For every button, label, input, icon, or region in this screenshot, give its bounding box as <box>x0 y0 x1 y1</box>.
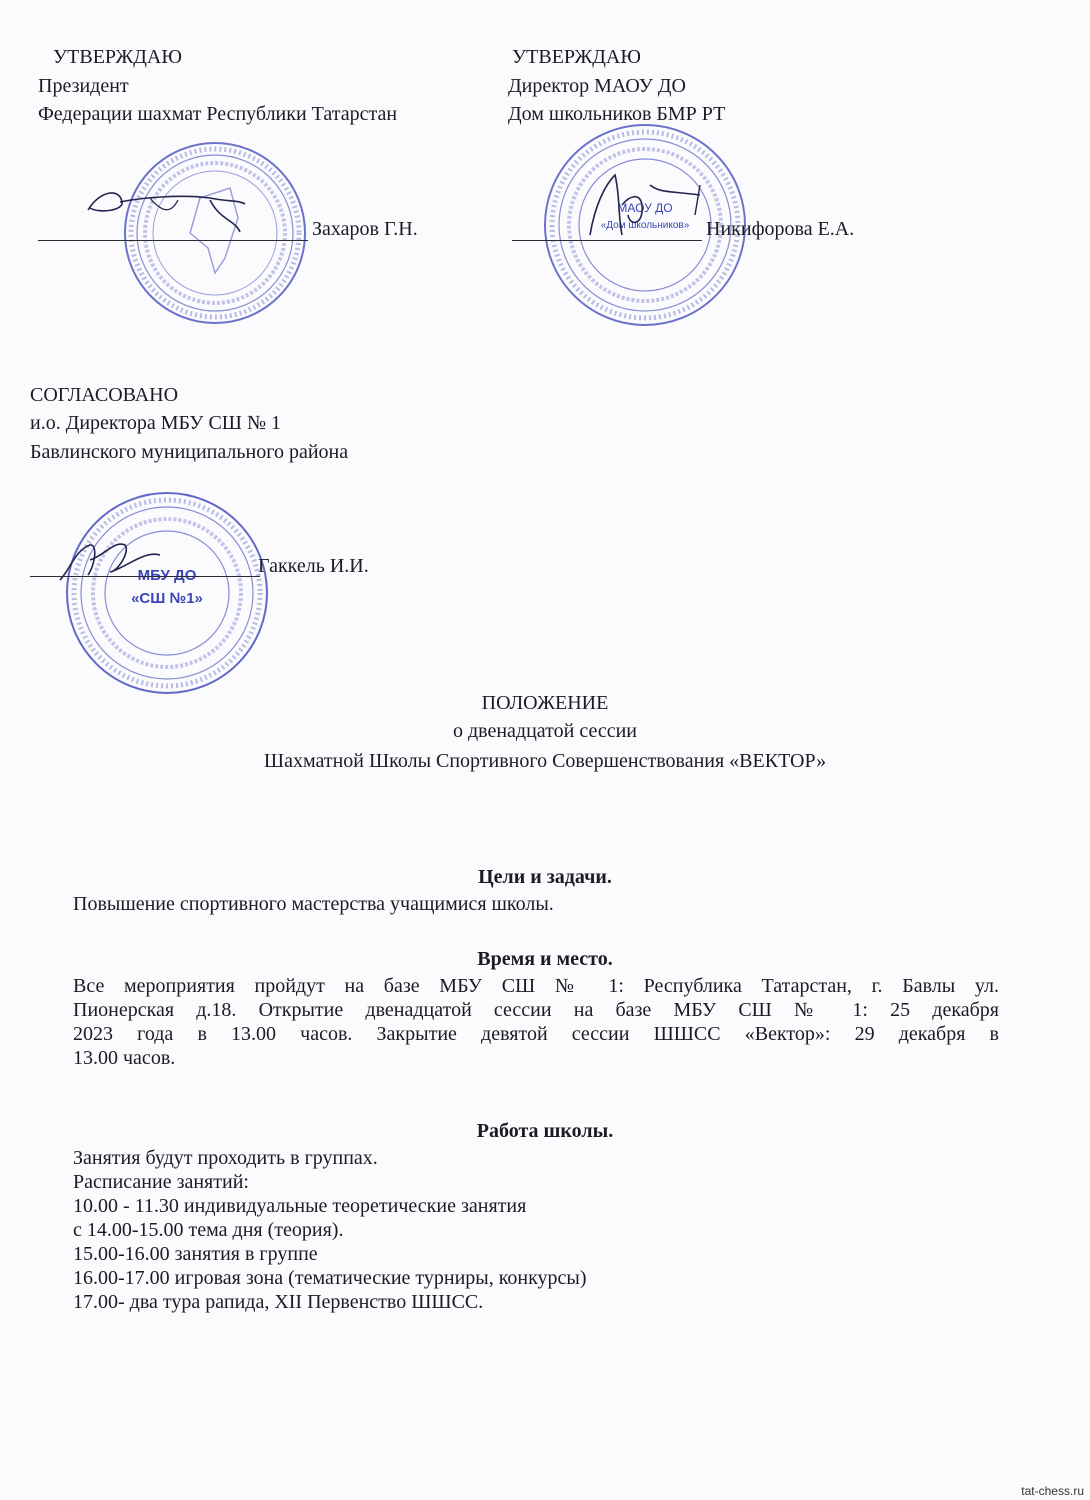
agreed-position: и.о. Директора МБУ СШ № 1 <box>30 412 282 434</box>
doc-subtitle: о двенадцатой сессии <box>452 720 638 742</box>
approve-right-heading: УТВЕРЖДАЮ <box>512 46 641 68</box>
schedule-line: 10.00 - 11.30 индивидуальные теоретические занятия <box>73 1195 527 1217</box>
goals-heading: Цели и задачи. <box>478 866 612 888</box>
approve-left-org: Федерации шахмат Республики Татарстан <box>38 103 398 125</box>
agreed-org: Бавлинского муниципального района <box>30 441 349 463</box>
approve-left-signer: Захаров Г.Н. <box>312 218 418 240</box>
schedule-line: с 14.00-15.00 тема дня (теория). <box>73 1219 344 1241</box>
time-place-line: 13.00 часов. <box>73 1047 176 1069</box>
approve-right-position: Директор МАОУ ДО <box>508 75 686 97</box>
goals-text: Повышение спортивного мастерства учащимися школы. <box>73 893 554 915</box>
work-heading: Работа школы. <box>476 1120 614 1142</box>
schedule-line: 15.00-16.00 занятия в группе <box>73 1243 318 1265</box>
agreed-stamp-line1: МБУ ДО <box>137 567 197 584</box>
approve-left-heading: УТВЕРЖДАЮ <box>53 46 182 68</box>
site-watermark: tat-chess.ru <box>1021 1484 1084 1498</box>
doc-title: ПОЛОЖЕНИЕ <box>481 692 609 714</box>
zakharov-signature <box>60 180 260 240</box>
signature-line-right <box>512 240 702 241</box>
right-stamp-line2: «Дом школьников» <box>600 220 690 231</box>
time-place-paragraph <box>73 974 999 1070</box>
time-place-line: 2023 года в 13.00 часов. Закрытие девятой сессии ШШСС «Вектор»: 29 декабря в <box>73 1023 999 1045</box>
schedule-line: Занятия будут проходить в группах. <box>73 1147 378 1169</box>
approve-left-position: Президент <box>38 75 129 97</box>
doc-school-name: Шахматной Школы Спортивного Совершенствования «ВЕКТОР» <box>263 750 827 772</box>
schedule-line: 17.00- два тура рапида, XII Первенство ШШСС. <box>73 1291 484 1313</box>
sport-school-stamp <box>62 488 272 698</box>
schedule-line: 16.00-17.00 игровая зона (тематические турниры, конкурсы) <box>73 1267 587 1289</box>
agreed-heading: СОГЛАСОВАНО <box>30 384 179 406</box>
time-place-line: Пионерская д.18. Открытие двенадцатой сессии на базе МБУ СШ № 1: 25 декабря <box>73 999 999 1021</box>
signature-line-left <box>38 240 308 241</box>
agreed-stamp-line2: «СШ №1» <box>131 590 203 607</box>
work-schedule <box>73 1146 587 1314</box>
approve-right-org: Дом школьников БМР РТ <box>508 103 726 125</box>
signature-line-agreed <box>30 576 260 577</box>
agreed-signer: Гаккель И.И. <box>258 555 369 577</box>
nikiforova-signature <box>560 165 720 245</box>
time-place-heading: Время и место. <box>477 948 613 970</box>
approve-right-signer: Никифорова Е.А. <box>706 218 855 240</box>
right-stamp-line1: МАОУ ДО <box>617 201 673 215</box>
time-place-line: Все мероприятия пройдут на базе МБУ СШ № 1: Республика Татарстан, г. Бавлы ул. <box>73 975 999 997</box>
gakkel-signature <box>50 530 200 590</box>
schedule-line: Расписание занятий: <box>73 1171 249 1193</box>
